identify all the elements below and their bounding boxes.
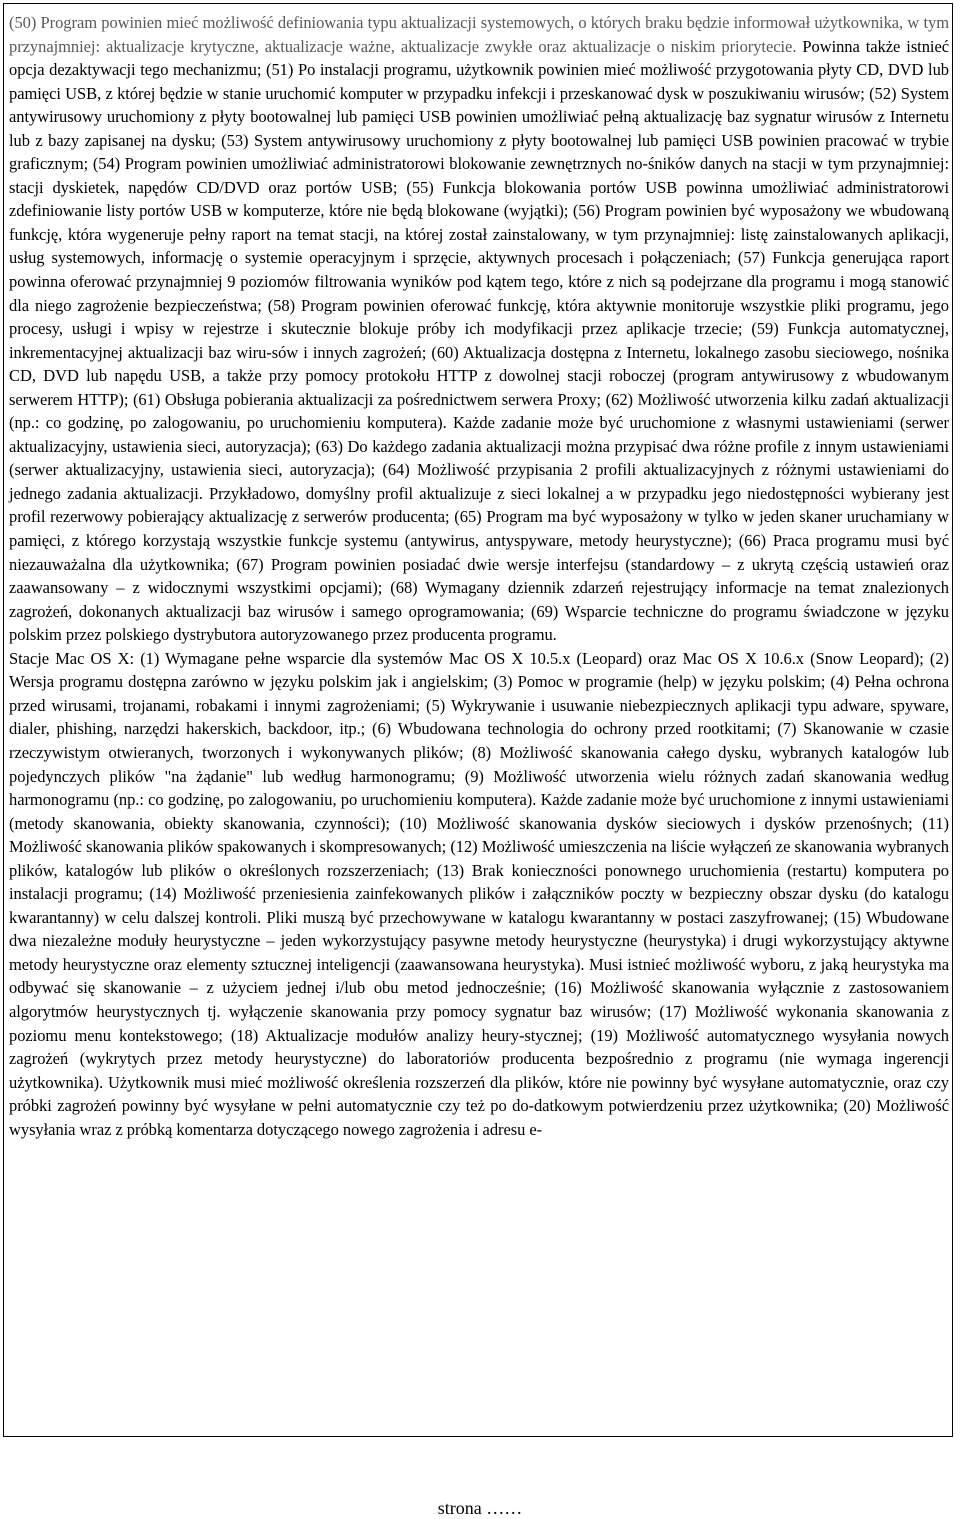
document-frame [3, 3, 953, 1437]
footer-label: strona [437, 1498, 482, 1518]
page-footer [0, 1497, 960, 1519]
paragraph-windows-requirements [9, 11, 949, 647]
paragraph-mac-requirements: Stacje Mac OS X: (1) Wymagane pełne wsparcie dla systemów Mac OS X 10.5.x (Leopard) oraz Mac OS X 10.6.x (Snow Leopard); (2) Wersja programu dostępna zarówno w języku polskim jak i angielskim; (3) Pomoc w programie (help) w języku polskim; (4) Pełna ochrona przed wirusami, trojanami, robakami i innymi zagrożeniami; (5) Wykrywanie i usuwanie niebezpiecznych aplikacji typu adware, spyware, dialer, phishing, narzędzi hakerskich, backdoor, itp.; (6) Wbudowana technologia do ochrony przed rootkitami; (7) Skanowanie w czasie rzeczywistym otwieranych, tworzonych i wykonywanych plików; (8) Możliwość skanowania całego dysku, wybranych katalogów lub pojedynczych plików "na żądanie" lub według harmonogramu; (9) Możliwość utworzenia wielu różnych zadań skanowania według harmonogramu (np.: co godzinę, po zalogowaniu, po uruchomieniu komputera). Każde zadanie może być uruchomione z innymi ustawieniami (metody skanowania, obiekty skanowania, czynności); (10) Możliwość skanowania dysków sieciowych i dysków przenośnych; (11) Możliwość skanowania plików spakowanych i skompresowanych; (12) Możliwość umieszczenia na liście wyłączeń ze skanowania wybranych plików, katalogów lub plików o określonych rozszerzeniach; (13) Brak konieczności ponownego uruchomienia (restartu) komputera po instalacji programu; (14) Możliwość przeniesienia zainfekowanych plików i załączników poczty w bezpieczny obszar dysku (do katalogu kwarantanny) w celu dalszej kontroli. Pliki muszą być przechowywane w katalogu kwarantanny w postaci zaszyfrowanej; (15) Wbudowane dwa niezależne moduły heurystyczne – jeden wykorzystujący pasywne metody heurystyczne (heurystyka) i drugi wykorzystujący aktywne metody heurystyczne oraz elementy sztucznej inteligencji (zaawansowana heurystyka). Musi istnieć możliwość wyboru, z jaką heurystyka ma odbywać się skanowanie – z użyciem jednej i/lub obu metod jednocześnie; (16) Możliwość skanowania wyłącznie z zastosowaniem algorytmów heurystycznych tj. wyłączenie skanowania przy pomocy sygnatur baz wirusów; (17) Możliwość wykonania skanowania z poziomu menu kontekstowego; (18) Aktualizacje modułów analizy heury-stycznej; (19) Możliwość automatycznego wysyłania nowych zagrożeń (wykrytych przez metody heurystyczne) do laboratoriów producenta bezpośrednio z programu (nie wymaga ingerencji użytkownika). Użytkownik musi mieć możliwość określenia rozszerzeń dla plików, które nie powinny być wysyłane automatycznie, oraz czy próbki zagrożeń powinny być wysyłane w pełni automatycznie czy też po do-datkowym potwierdzeniu przez użytkownika; (20) Możliwość wysyłania wraz z próbką komentarza dotyczącego nowego zagrożenia i adresu e- [9, 648, 949, 1139]
paragraph-lead: (50) Program powinien mieć możliwość definiowania typu aktualizacji systemowych, o których braku będzie informował użytkownika, w tym przynajmniej: aktualizacje krytyczne, aktualizacje ważne, aktualizacje zwykłe oraz aktualizacje o niskim priorytecie. [9, 13, 949, 56]
paragraph-body: Powinna także istnieć opcja dezaktywacji tego mechanizmu; (51) Po instalacji programu, użytkownik powinien mieć możliwość przygotowania płyty CD, DVD lub pamięci USB, z której będzie w stanie uruchomić komputer w przypadku infekcji i przeskanować dysk w poszukiwaniu wirusów; (52) System antywirusowy uruchomiony z płyty bootowalnej lub pamięci USB powinien umożliwiać pełną aktualizację baz sygnatur wirusów z Internetu lub z bazy zapisanej na dysku; (53) System antywirusowy uruchomiony z płyty bootowalnej lub pamięci USB powinien pracować w trybie graficznym; (54) Program powinien umożliwiać administratorowi blokowanie zewnętrznych no-śników danych na stacji w tym przynajmniej: stacji dyskietek, napędów CD/DVD oraz portów USB; (55) Funkcja blokowania portów USB powinna umożliwiać administratorowi zdefiniowanie listy portów USB w komputerze, które nie będą blokowane (wyjątki); (56) Program powinien być wyposażony we wbudowaną funkcję, która wygeneruje pełny raport na temat stacji, na której został zainstalowany, w tym przynajmniej: listę zainstalowanych aplikacji, usług systemowych, informację o systemie operacyjnym i sprzęcie, aktywnych procesach i połączeniach; (57) Funkcja generująca raport powinna oferować przynajmniej 9 poziomów filtrowania wyników pod kątem tego, które z nich są podejrzane dla programu i mogą stanowić dla niego zagrożenie bezpieczeństwa; (58) Program powinien oferować funkcję, która aktywnie monitoruje wszystkie pliki programu, jego procesy, usługi i wpisy w rejestrze i skutecznie blokuje próby ich modyfikacji przez aplikacje trzecie; (59) Funkcja automatycznej, inkrementacyjnej aktualizacji baz wiru-sów i innych zagrożeń; (60) Aktualizacja dostępna z Internetu, lokalnego zasobu sieciowego, nośnika CD, DVD lub napędu USB, a także przy pomocy protokołu HTTP z dowolnej stacji roboczej (program antywirusowy z wbudowanym serwerem HTTP); (61) Obsługa pobierania aktualizacji za pośrednictwem serwera Proxy; (62) Możliwość utworzenia kilku zadań aktualizacji (np.: co godzinę, po zalogowaniu, po uruchomieniu komputera). Każde zadanie może być uruchomione z własnymi ustawieniami (serwer aktualizacyjny, ustawienia sieci, autoryzacja); (63) Do każdego zadania aktualizacji można przypisać dwa różne profile z innym ustawieniami (serwer aktualizacyjny, ustawienia sieci, autoryzacja); (64) Możliwość przypisania 2 profili aktualizacyjnych z różnymi ustawieniami do jednego zadania aktualizacji. Przykładowo, domyślny profil aktualizuje z sieci lokalnej a w przypadku jego niedostępności wybierany jest profil rezerwowy pobierający aktualizację z serwerów producenta; (65) Program ma być wyposażony w tylko w jeden skaner uruchamiany w pamięci, z którego korzystają wszystkie funkcje systemu (antywirus, antyspyware, metody heurystyczne); (66) Praca programu musi być niezauważalna dla użytkownika; (67) Program powinien posiadać dwie wersje interfejsu (standardowy – z ukrytą częścią ustawień oraz zaawansowany – z widocznymi wszystkimi opcjami); (68) Wymagany dziennik zdarzeń rejestrujący informacje na temat znalezionych zagrożeń, dokonanych aktualizacji baz wirusów i samego oprogramowania; (69) Wsparcie techniczne do programu świadczone w języku polskim przez polskiego dystrybutora autoryzowanego przez producenta programu. [9, 36, 950, 645]
page-number-placeholder: …… [486, 1498, 523, 1518]
